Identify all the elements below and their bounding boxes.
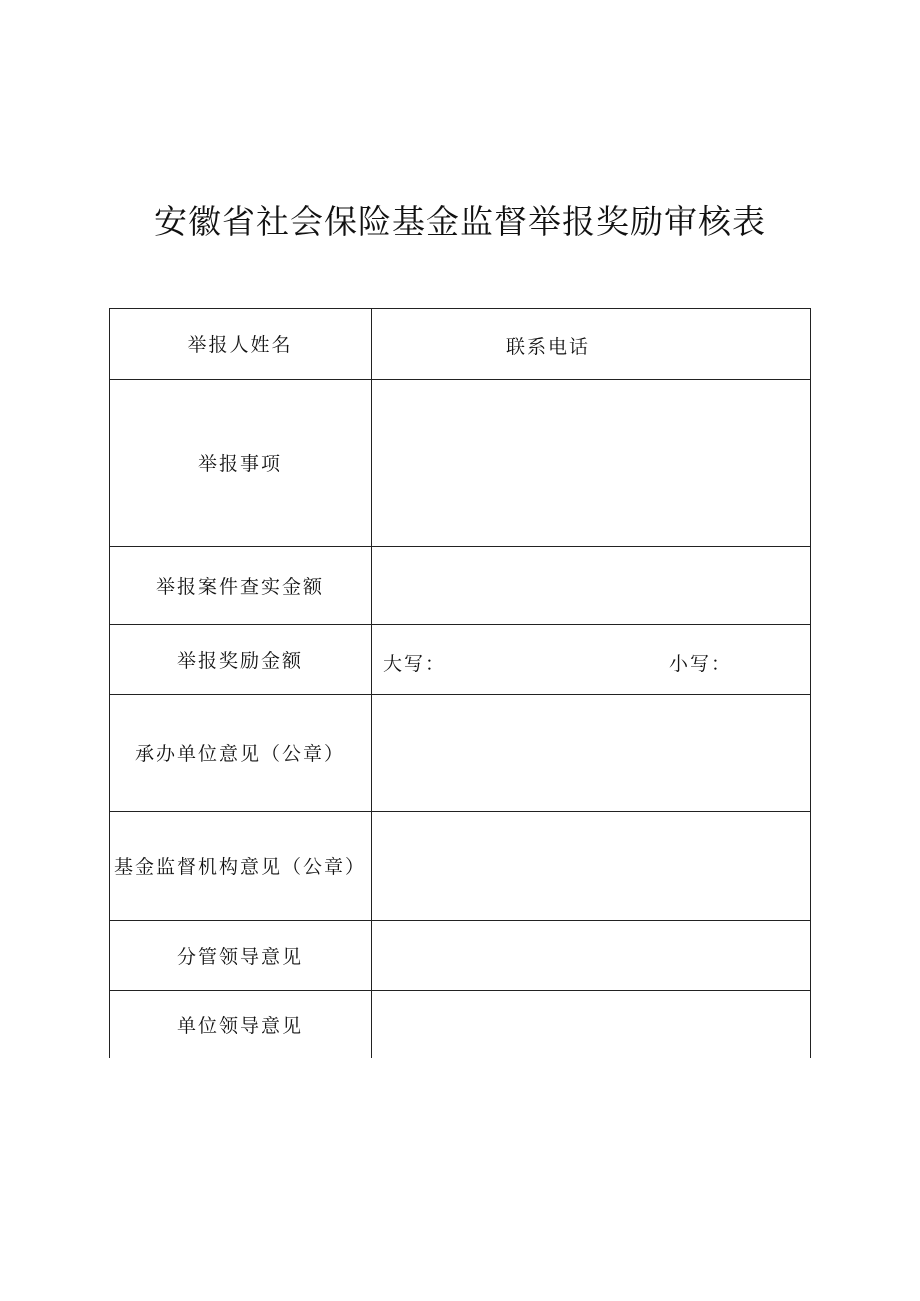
- lowercase-amount-label: 小写：: [669, 653, 733, 675]
- supervision-agency-opinion-label: 基金监督机构意见（公章）: [113, 856, 366, 878]
- phone-label: 联系电话: [506, 336, 591, 358]
- deputy-leader-opinion-field[interactable]: [371, 920, 811, 990]
- uppercase-amount-label: 大写：: [383, 653, 447, 675]
- report-matter-label: 举报事项: [197, 453, 282, 475]
- handling-unit-opinion-label: 承办单位意见（公章）: [134, 743, 345, 765]
- review-form-table: [109, 308, 811, 1058]
- verified-amount-field[interactable]: [371, 546, 811, 624]
- phone-cell[interactable]: [371, 308, 811, 379]
- deputy-leader-opinion-label: 分管领导意见: [176, 945, 303, 968]
- reward-amount-label: 举报奖励金额: [176, 649, 303, 672]
- page-title: 安徽省社会保险基金监督举报奖励审核表: [154, 202, 766, 241]
- unit-leader-opinion-field[interactable]: [371, 990, 811, 1058]
- reward-amount-field[interactable]: [371, 624, 811, 694]
- reporter-name-label: 举报人姓名: [187, 334, 293, 356]
- report-matter-field[interactable]: [371, 379, 811, 546]
- handling-unit-opinion-field[interactable]: [371, 694, 811, 811]
- verified-amount-label: 举报案件查实金额: [155, 575, 324, 598]
- unit-leader-opinion-label: 单位领导意见: [176, 1014, 303, 1037]
- supervision-agency-opinion-field[interactable]: [371, 811, 811, 920]
